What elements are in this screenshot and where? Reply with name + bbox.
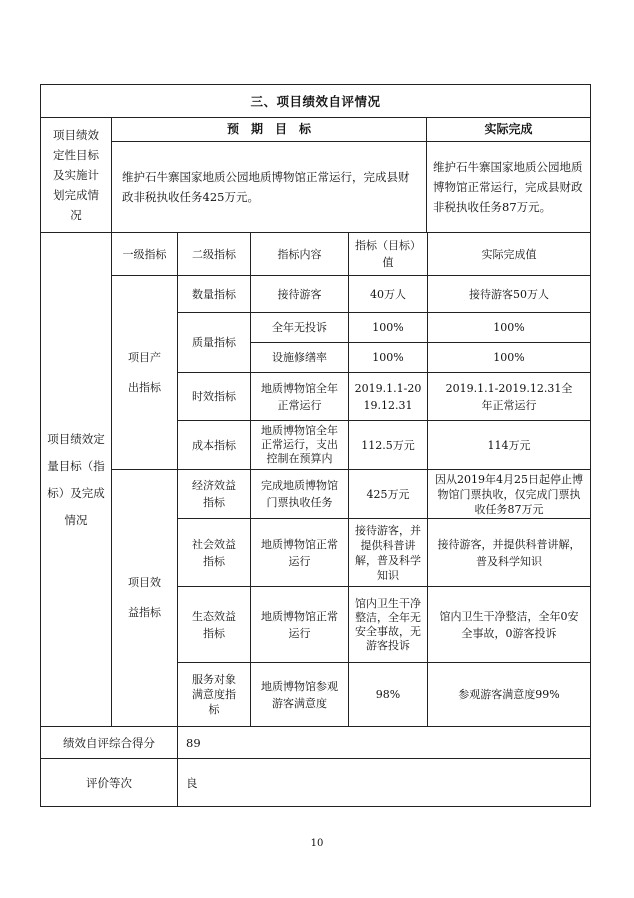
content-satisfaction: 地质博物馆参观游客满意度	[261, 679, 338, 710]
target-period: 2019.1.1-2019.12.31	[354, 381, 422, 412]
actual-period: 2019.1.1-2019.12.31全年正常运行	[445, 381, 573, 412]
actual-ecological: 馆内卫生干净整洁，全年0安全事故，0游客投诉	[439, 609, 579, 640]
level1-benefit: 项目效益指标	[128, 576, 161, 619]
section-title: 三、项目绩效自评情况	[250, 93, 381, 109]
actual-completion-header: 实际完成	[484, 122, 533, 136]
content-ticket: 完成地质博物馆门票执收任务	[261, 479, 338, 509]
target-social: 接待游客，并提供科普讲解，普及科学知识	[355, 523, 421, 582]
header-target: 指标（目标）值	[355, 239, 421, 269]
level2-cost: 成本指标	[192, 438, 236, 452]
target-satisfaction: 98%	[375, 688, 401, 701]
level2-satisfaction: 服务对象满意度指标	[192, 673, 236, 716]
content-ecological: 地质博物馆正常运行	[261, 609, 338, 640]
qualitative-label: 项目绩效定性目标及实施计划完成情况	[53, 128, 99, 222]
actual-satisfaction: 参观游客满意度99%	[458, 688, 560, 701]
quantitative-label: 项目绩效定量目标（指标）及完成情况	[47, 431, 105, 527]
content-no-complaints: 全年无投诉	[272, 321, 327, 334]
content-repair-rate: 设施修缮率	[272, 351, 327, 364]
actual-visitors: 接待游客50万人	[469, 287, 549, 301]
actual-ticket: 因从2019年4月25日起停止博物馆门票执收，仅完成门票执收任务87万元	[435, 472, 583, 516]
target-repair-rate: 100%	[372, 351, 404, 364]
score-label: 绩效自评综合得分	[63, 735, 155, 750]
content-social: 地质博物馆正常运行	[261, 537, 338, 568]
header-level2: 二级指标	[192, 247, 236, 261]
page-number: 10	[310, 838, 324, 849]
target-cost: 112.5万元	[361, 438, 415, 452]
grade-value: 良	[186, 775, 198, 790]
level2-ecological: 生态效益指标	[192, 609, 236, 640]
level1-output: 项目产出指标	[128, 350, 161, 394]
grade-label: 评价等次	[86, 775, 132, 790]
target-ecological: 馆内卫生干净整洁，全年无安全事故，无游客投诉	[355, 596, 421, 652]
level2-social: 社会效益指标	[192, 537, 236, 568]
level2-quantity: 数量指标	[192, 287, 236, 301]
level2-quality: 质量指标	[192, 336, 236, 349]
target-visitors: 40万人	[370, 287, 406, 301]
actual-social: 接待游客，并提供科普讲解，普及科学知识	[437, 537, 581, 568]
content-operation: 地质博物馆全年正常运行	[261, 381, 338, 412]
actual-no-complaints: 100%	[493, 321, 525, 334]
level2-timeliness: 时效指标	[192, 390, 236, 403]
actual-repair-rate: 100%	[493, 351, 525, 364]
target-no-complaints: 100%	[372, 321, 404, 334]
level2-economic: 经济效益指标	[192, 479, 236, 509]
actual-completion-text: 维护石牛寨国家地质公园地质博物馆正常运行，完成县财政非税执收任务87万元。	[433, 160, 583, 214]
content-visitors: 接待游客	[277, 287, 322, 301]
score-value: 89	[186, 735, 201, 750]
header-content: 指标内容	[277, 247, 322, 261]
header-actual: 实际完成值	[481, 247, 537, 261]
actual-cost: 114万元	[487, 438, 531, 452]
expected-goal-header: 预 期 目 标	[226, 122, 311, 136]
header-level1: 一级指标	[122, 247, 167, 261]
target-ticket: 425万元	[366, 487, 410, 501]
content-cost: 地质博物馆全年正常运行，支出控制在预算内	[261, 424, 338, 465]
expected-goal-text: 维护石牛寨国家地质公园地质博物馆正常运行，完成县财政非税执收任务425万元。	[122, 170, 410, 204]
